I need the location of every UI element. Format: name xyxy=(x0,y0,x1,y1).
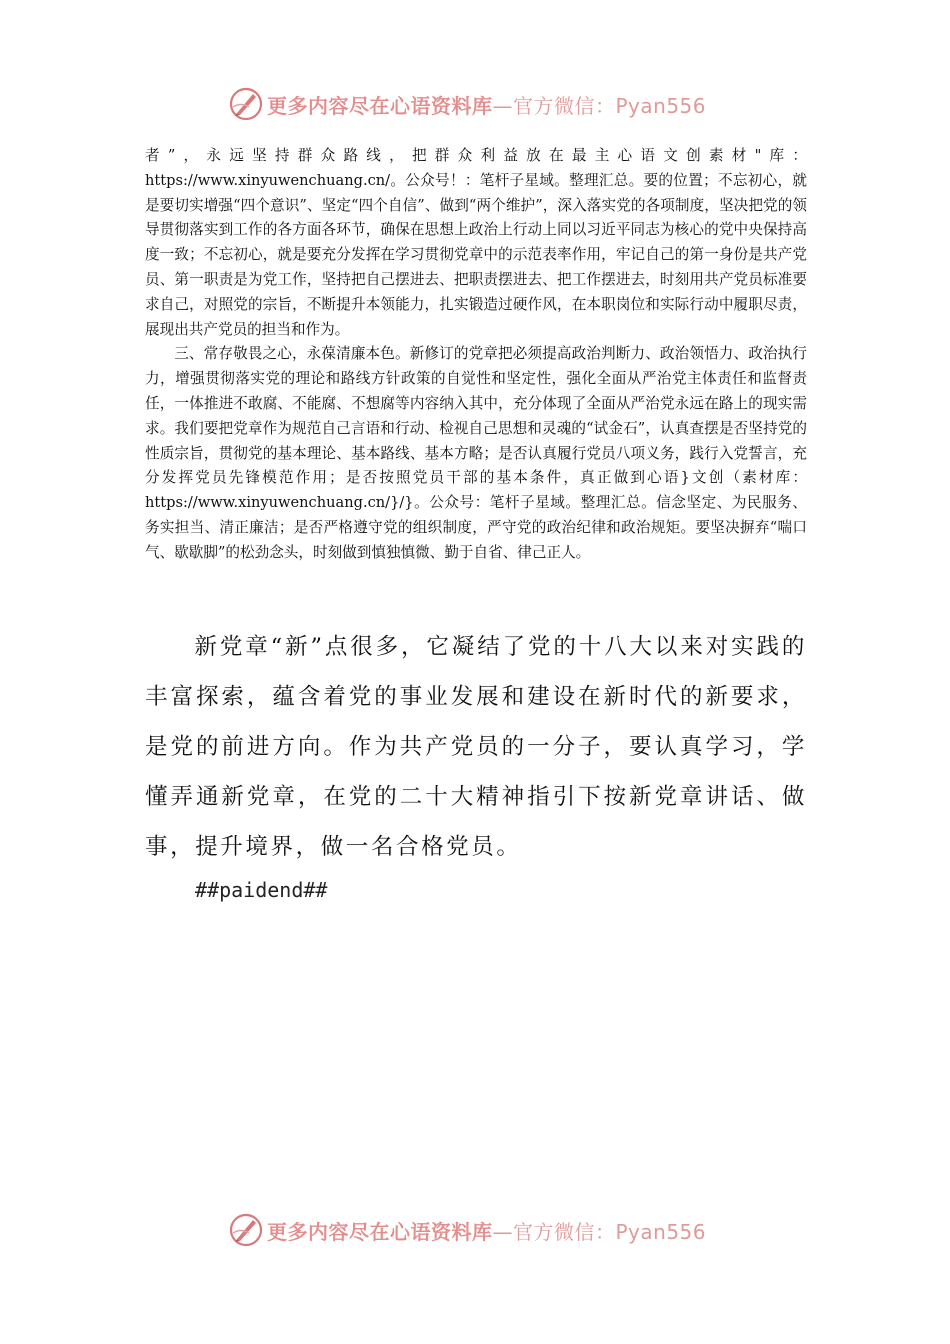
banner-content xyxy=(227,82,706,126)
pen-nib-circle-icon xyxy=(227,1211,265,1249)
footer-banner xyxy=(0,1208,950,1252)
banner-text xyxy=(267,90,706,119)
banner-wechat-label: 官方微信： xyxy=(513,1219,616,1244)
small-text-section xyxy=(145,144,807,566)
banner-wechat-id: Pyan556 xyxy=(615,93,707,118)
paragraph-conclusion: 新党章“新”点很多，它凝结了党的十八大以来对实践的丰富探索，蕴含着党的事业发展和建设在新时代的新要求，是党的前进方向。作为共产党员的一分子，要认真学习，学懂弄通新党章，在党的二十大精神指引下按新党章讲话、做事，提升境界，做一名合格党员。 xyxy=(145,634,807,860)
banner-content-footer xyxy=(227,1208,706,1252)
banner-main-text: 更多内容尽在心语资料库 xyxy=(267,1219,493,1244)
banner-wechat-label: 官方微信： xyxy=(513,93,616,118)
paragraph-section-three: 三、常存敬畏之心，永葆清廉本色。新修订的党章把必须提高政治判断力、政治领悟力、政治执行力，增强贯彻落实党的理论和路线方针政策的自觉性和坚定性，强化全面从严治党主体责任和监督责任，一体推进不敢腐、不能腐、不想腐等内容纳入其中，充分体现了全面从严治党永远在路上的现实需求。我们要把党章作为规范自己言语和行动、检视自己思想和灵魂的“试金石”，认真查摆是否坚持党的性质宗旨，贯彻党的基本理论、基本路线、基本方略；是否认真履行党员八项义务，践行入党誓言，充分发挥党员先锋模范作用；是否按照党员干部的基本条件，真正做到心语}文创（素材库：https://www.xinyuwenchuang.cn/}/}。公众号：笔杆子星域。整理汇总。信念坚定、为民服务、务实担当、清正廉洁；是否严格遵守党的组织制度，严守党的政治纪律和政治规矩。要坚决摒弃“喘口气、歇歇脚”的松劲念头，时刻做到慎独慎微、勤于自省、律己正人。 xyxy=(145,345,807,561)
banner-main-text: 更多内容尽在心语资料库 xyxy=(267,93,493,118)
large-text-section xyxy=(145,622,807,872)
banner-dash: — xyxy=(492,93,513,118)
banner-dash: — xyxy=(492,1219,513,1244)
header-banner xyxy=(0,82,950,126)
paidend-marker: ##paidend## xyxy=(195,878,328,902)
paragraph-continuation: 者”，永远坚持群众路线，把群众利益放在最主心语文创素材"库：https://www.xinyuwenchuang.cn/。公众号！：笔杆子星域。整理汇总。要的位置；不忘初心，就是要切实增强“四个意识”、坚定“四个自信”、做到“两个维护”，深入落实党的各项制度，坚决把党的领导贯彻落实到工作的各方面各环节，确保在思想上政治上行动上同以习近平同志为核心的党中央保持高度一致；不忘初心，就是要充分发挥在学习贯彻党章中的示范表率作用，牢记自己的第一身份是共产党员、第一职责是为党工作，坚持把自己摆进去、把职责摆进去、把工作摆进去，时刻用共产党员标准要求自己，对照党的宗旨，不断提升本领能力，扎实锻造过硬作风，在本职岗位和实际行动中履职尽责，展现出共产党员的担当和作为。 xyxy=(145,147,807,338)
banner-text-footer xyxy=(267,1216,706,1245)
banner-wechat-id: Pyan556 xyxy=(615,1219,707,1244)
pen-nib-circle-icon xyxy=(227,85,265,123)
